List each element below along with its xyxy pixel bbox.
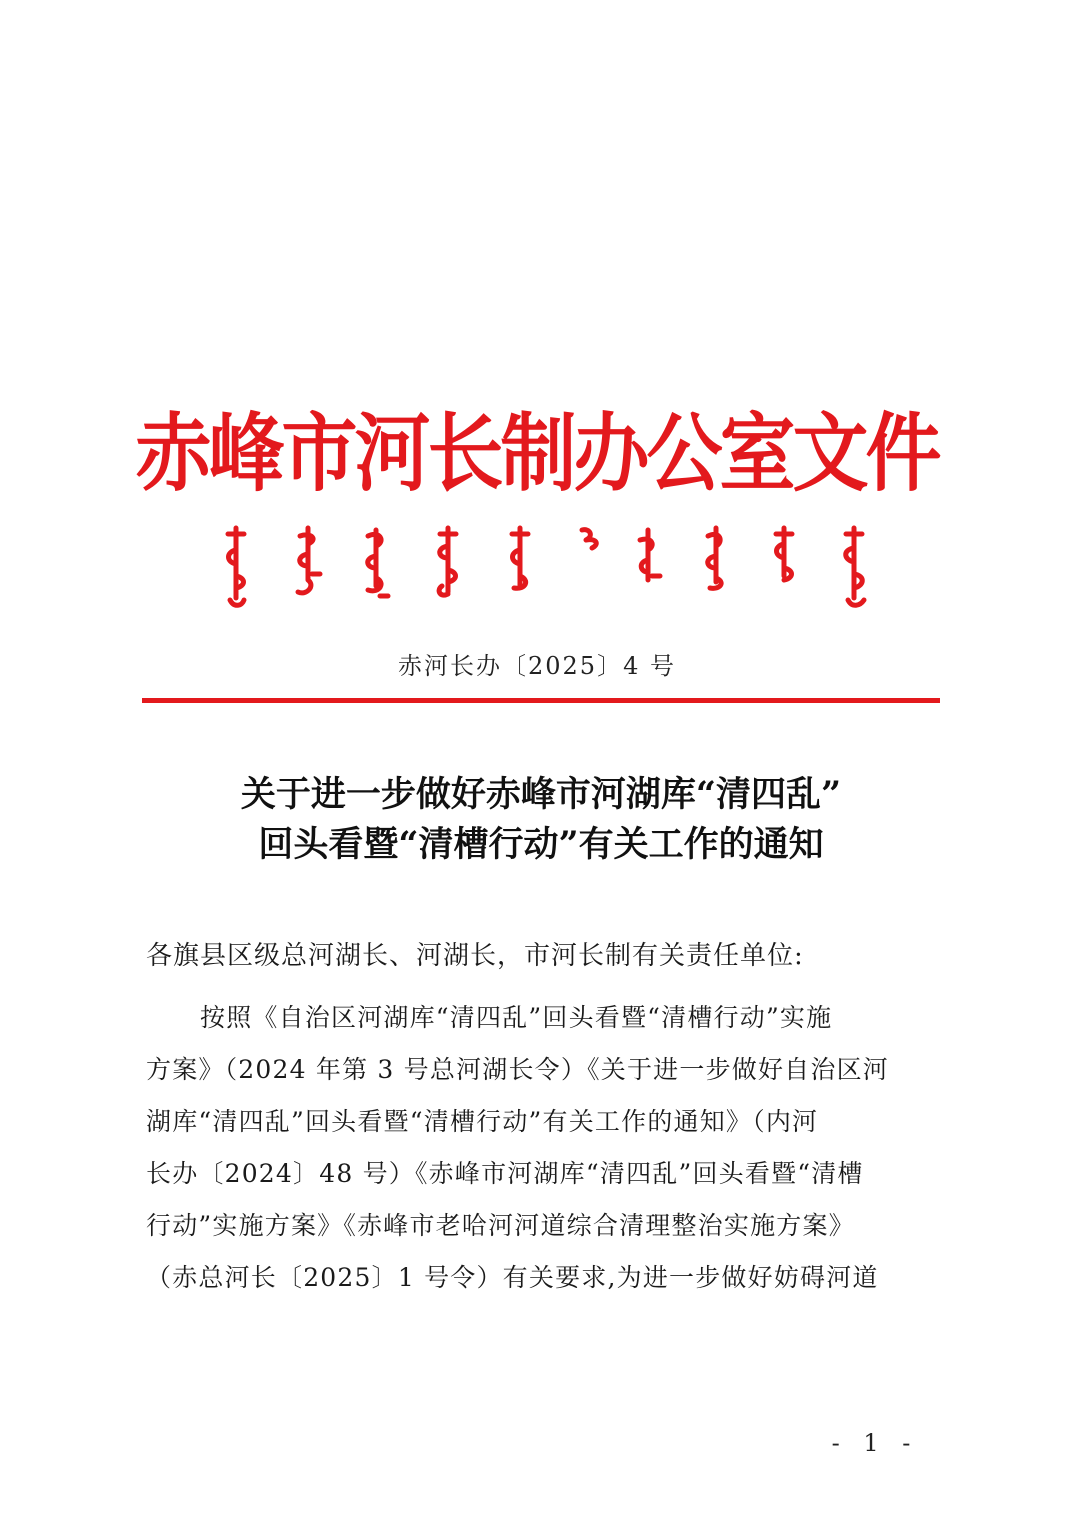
salutation: 各旗县区级总河湖长、河湖长，市河长制有关责任单位: <box>146 941 804 971</box>
notice-title-line-2: 回头看暨“清槽行动”有关工作的通知 <box>258 824 824 865</box>
page-number: - 1 - <box>831 1429 919 1457</box>
body-line: 按照《自治区河湖库“清四乱”回头看暨“清槽行动”实施 <box>200 1003 833 1032</box>
body-paragraph <box>146 992 946 1304</box>
red-divider-line <box>142 698 940 703</box>
issuing-office-title: 赤峰市河长制办公室文件 <box>135 403 939 504</box>
document-number: 赤河长办〔2025〕4 号 <box>398 652 676 680</box>
notice-title-line-1: 关于进一步做好赤峰市河湖库“清四乱” <box>240 774 842 815</box>
body-line: 湖库“清四乱”回头看暨“清槽行动”有关工作的通知》（内河 <box>146 1107 819 1136</box>
body-line: （赤总河长〔2025〕1 号令）有关要求,为进一步做好妨碍河道 <box>146 1263 879 1292</box>
body-line: 行动”实施方案》《赤峰市老哈河河道综合清理整治实施方案》 <box>146 1211 855 1240</box>
notice-title <box>142 770 940 870</box>
body-line: 长办〔2024〕48 号）《赤峰市河湖库“清四乱”回头看暨“清槽 <box>146 1159 864 1188</box>
body-line: 方案》（2024 年第 3 号总河湖长令）《关于进一步做好自治区河 <box>146 1055 889 1084</box>
mongolian-script-wordmark <box>208 520 888 610</box>
mongolian-script-icon <box>208 520 888 610</box>
